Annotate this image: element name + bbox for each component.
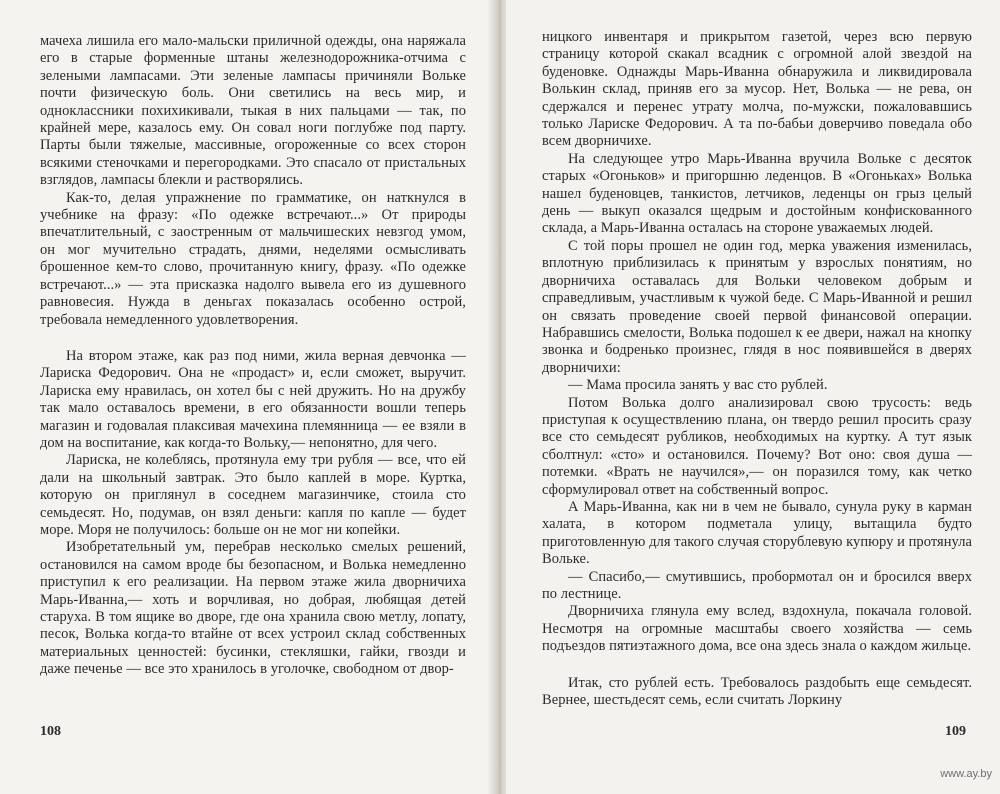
dialogue-line: — Спасибо,— смутившись, пробормотал он и бросился вверх по лестнице. (542, 568, 972, 602)
dialogue-line: — Мама просила занять у вас сто рублей. (568, 377, 828, 394)
paragraph: Как-то, делая упражнение по грамматике, он наткнулся в учебнике на фразу: «По одежке встречают...» От природы впечатлительный, с заостренным от мальчишеских невзгод умом, он мог мучительно страдать, днями, неделями осмысливать брошенное кем-то слово, прочитанную книгу, фразу. «По одежке встречают...» — эта присказка надолго вывела его из душевного равновесия. Нужда в деньгах показалась особенно острой, требовала немедленного удовлетворения. (40, 189, 466, 328)
page-number-left: 108 (40, 724, 61, 739)
paragraph: Изобретательный ум, перебрав несколько смелых решений, остановился на самом вроде бы безопасном, и Волька немедленно приступил к его реализации. На первом этаже жила дворничиха Марь-Иванна,— хоть и ворчливая, но добрая, любящая детей старуха. В том ящике во дворе, где она хранила свою метлу, лопату, песок, Волька когда-то втайне от всех устроил склад собственных материальных ценностей: бусинки, стекляшки, гайки, гвозди и даже печенье — все это хранилось в уголочке, свободном от двор- (40, 539, 466, 678)
paragraph: Дворничиха глянула ему вслед, вздохнула, покачала головой. Несмотря на огромные масштабы своего хозяйства — семь подъездов пятиэтажного дома, все она здесь знала о каждом жильце. (542, 603, 972, 655)
paragraph: С той поры прошел не один год, мерка уважения изменилась, вплотную приблизилась к принятым у взрослых понятиям, но дворничиха оставалась для Вольки человеком добрым и справедливым, участливым к чужой беде. С Марь-Иванной и решил он связать проведение своей первой финансовой операции. Набравшись смелости, Волька подошел к ее двери, нажал на кнопку звонка и бодренько произнес, глядя в нос появившейся в дверях дворничихи: (542, 237, 972, 376)
paragraph: На следующее утро Марь-Иванна вручила Вольке с десяток старых «Огоньков» и пригоршню леденцов. В «Огоньках» Волька нашел буденовцев, танкистов, летчиков, леденцы он грыз целый день — выкуп оказался щедрым и достойным конфискованного склада, а Марь-Иванна осталась на стороне уважаемых людей. (542, 150, 972, 237)
paragraph: мачеха лишила его мало-мальски приличной одежды, она наряжала его в старые форменные штаны железнодорожника-отчима с зелеными лампасами. Эти зеленые лампасы причиняли Вольке почти физическую боль. Они светились на весь мир, и одноклассники похихикивали, тыкая в них пальцами — так, по крайней мере, казалось ему. Он совал ноги поглубже под парту. Парты были тяжелые, массивные, огороженные со всех сторон всякими стеночками и перегородками. Это спасало от пристальных взглядов, лампасы блекли и растворялись. (40, 33, 466, 189)
paragraph: А Марь-Иванна, как ни в чем не бывало, сунула руку в карман халата, в котором подметала улицу, вытащила будто приготовленную для такого случая сторублевую купюру и протянула Вольке. (542, 498, 972, 568)
paragraph: ницкого инвентаря и прикрытом газетой, через всю первую страницу которой скакал всадник с огромной алой звездой на буденовке. Однажды Марь-Иванна обнаружила и ликвидировала Волькин склад, приняв его за мусор. Нет, Волька — не рева, он сдержался и перенес утрату молча, по-мужски, пожаловавшись только Лариске Федорович. А та по-бабьи доверчиво поведала обо всем дворничихе. (542, 29, 972, 150)
right-page (506, 0, 1000, 794)
paragraph: Потом Волька долго анализировал свою трусость: ведь приступая к осуществлению плана, он твердо решил просить сразу все сто семьдесят рубликов, необходимых на куртку. А тут язык сболтнул: «сто» и остановился. Почему? Вот оно: своя душа — потемки. «Врать не научился»,— он поразился тому, как четко сформулировал ответ на собственный вопрос. (542, 394, 972, 498)
paragraph: Итак, сто рублей есть. Требовалось раздобыть еще семьдесят. Вернее, шестьдесят семь, если считать Лоркину (542, 674, 972, 709)
page-number-right: 109 (945, 724, 966, 739)
watermark: www.ay.by (940, 768, 992, 780)
paragraph: Лариска, не колеблясь, протянула ему три рубля — все, что ей дали на школьный завтрак. Это было каплей в море. Куртка, которую он приглянул в соседнем магазинчике, стоила сто семьдесят. Но, подумав, он взял деньги: капля по капле — будет море. Моря не получилось: больше он не мог ни копейки. (40, 452, 466, 538)
paragraph: На втором этаже, как раз под ними, жила верная девчонка — Лариска Федорович. Она не «продаст» и, если сможет, выручит. Лариска ему нравилась, он хотел бы с ней дружить. Но на дружбу так мало оставалось времени, в его обязанности вошли теперь магазин и годовалая плаксивая мачехина племянница — ее взяли в дом на воспитание, как когда-то Вольку,— непонятно, для чего. (40, 347, 466, 451)
left-page (0, 0, 494, 794)
